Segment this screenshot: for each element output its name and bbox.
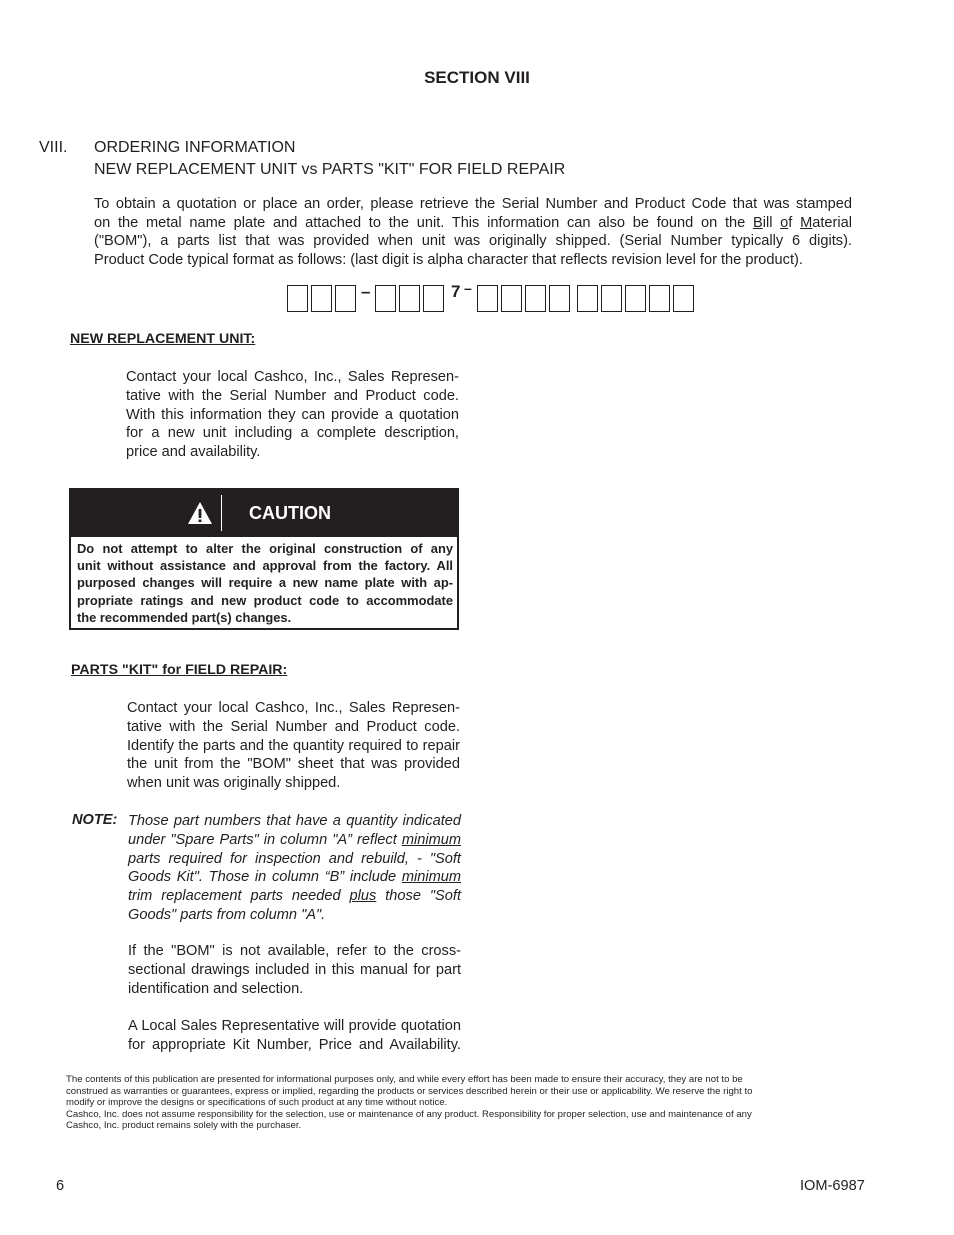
intro-paragraph [94,195,852,270]
code-digit-box [601,285,622,312]
page-number: 6 [56,1178,65,1194]
text-line: Contact your local Cashco, Inc., Sales Represen- [126,369,459,385]
text-line: If the "BOM" is not available, refer to the cross- [128,943,461,959]
disclaimer-line: Cashco, Inc. does not assume responsibility for the selection, use or maintenance of any product. Responsibility for proper selection, use and maintenance of any [66,1108,752,1120]
text-line: Identify the parts and the quantity required to repair [127,737,460,754]
text-line: purposed changes will require a new name plate with ap- [77,575,453,591]
code-digit-box [477,285,498,312]
warning-triangle-icon [187,501,213,525]
document-id: IOM-6987 [800,1178,865,1194]
caution-divider [221,495,222,531]
section-title: SECTION VIII [424,68,530,87]
disclaimer-line: construed as warranties or guarantees, express or implied, regarding the products or services described herein or their use or applicability. We reserve the right to [66,1085,753,1097]
text-line: Those part numbers that have a quantity indicated [128,813,461,829]
disclaimer [66,1074,856,1132]
code-digit-box [501,285,522,312]
caution-text [77,540,453,626]
note-label: NOTE: [72,812,118,828]
text-line: when unit was originally shipped. [127,775,341,792]
text-line: unit without assistance and approval from the factory. All [77,558,453,574]
text-line: tative with the Serial Number and Product code. [126,387,459,404]
intro-line: on the metal name plate and attached to the unit. This information can also be found on the Bill of Material [94,214,853,231]
code-digit-box [399,285,420,312]
text-line: trim replacement parts needed plus those "Soft [128,888,462,905]
code-fixed-seven: 7 [451,282,461,301]
code-digit-box [625,285,646,312]
text-line: identification and selection. [128,980,304,997]
bom-unavailable-text [128,942,461,998]
intro-line: Product Code typical format as follows: (last digit is alpha character that reflects revision level for the product). [94,252,803,269]
code-digit-box [375,285,396,312]
text-line: parts required for inspection and rebuild, - "Soft [128,850,461,867]
code-dash: – [464,280,472,296]
text-line: tative with the Serial Number and Product code. [127,718,460,735]
code-digit-box [287,285,308,312]
text-line: sectional drawings included in this manual for part [128,961,461,978]
parts-kit-heading: PARTS "KIT" for FIELD REPAIR: [71,662,288,678]
intro-line: To obtain a quotation or place an order, please retrieve the Serial Number and Product Code that was stamped [94,196,852,212]
text-line: for a new unit including a complete description, [126,425,459,442]
text-line: the recommended part(s) changes. [77,609,292,625]
code-revision-box [673,285,694,312]
parts-kit-text [127,699,460,793]
intro-line: ("BOM"), a parts list that was provided when unit was originally shipped. (Serial Number typically 6 digits). [94,233,852,250]
note-text [128,812,461,925]
heading-ordering-information: ORDERING INFORMATION [94,139,296,156]
new-replacement-unit-heading: NEW REPLACEMENT UNIT: [70,331,256,347]
code-digit-box [423,285,444,312]
code-digit-box [649,285,670,312]
code-digit-box [525,285,546,312]
heading-replacement-vs-kit: NEW REPLACEMENT UNIT vs PARTS "KIT" FOR FIELD REPAIR [94,161,566,178]
text-line: Do not attempt to alter the original construction of any [77,541,453,556]
text-line: Goods Kit". Those in column “B” include minimum [128,869,461,886]
text-line: price and availability. [126,444,261,461]
text-line: the unit from the "BOM" sheet that was provided [127,756,460,773]
code-digit-box [577,285,598,312]
code-digit-box [335,285,356,312]
disclaimer-line: Cashco, Inc. product remains solely with the purchaser. [66,1120,302,1132]
disclaimer-line: modify or improve the designs or specifications of such product at any time without notice. [66,1097,448,1109]
new-replacement-unit-text [126,368,459,462]
caution-box [69,488,459,630]
text-line: A Local Sales Representative will provide quotation [128,1018,461,1034]
caution-title: CAUTION [249,503,331,523]
text-line: Contact your local Cashco, Inc., Sales Represen- [127,700,460,716]
text-line: propriate ratings and new product code to accommodate [77,592,453,608]
heading-number: VIII. [39,139,68,156]
code-digit-box [549,285,570,312]
code-dash: – [361,282,371,301]
caution-header [71,490,457,537]
sales-rep-text [128,1017,461,1055]
code-digit-box [311,285,332,312]
text-line: With this information they can provide a quotation [126,406,459,423]
disclaimer-line: The contents of this publication are presented for informational purposes only, and while every effort has been made to ensure their accuracy, they are not to be [66,1074,743,1085]
text-line: Goods" parts from column "A". [128,906,326,923]
text-line: under "Spare Parts" in column "A” reflect minimum [128,831,461,848]
text-line: for appropriate Kit Number, Price and Availability. [128,1036,461,1053]
